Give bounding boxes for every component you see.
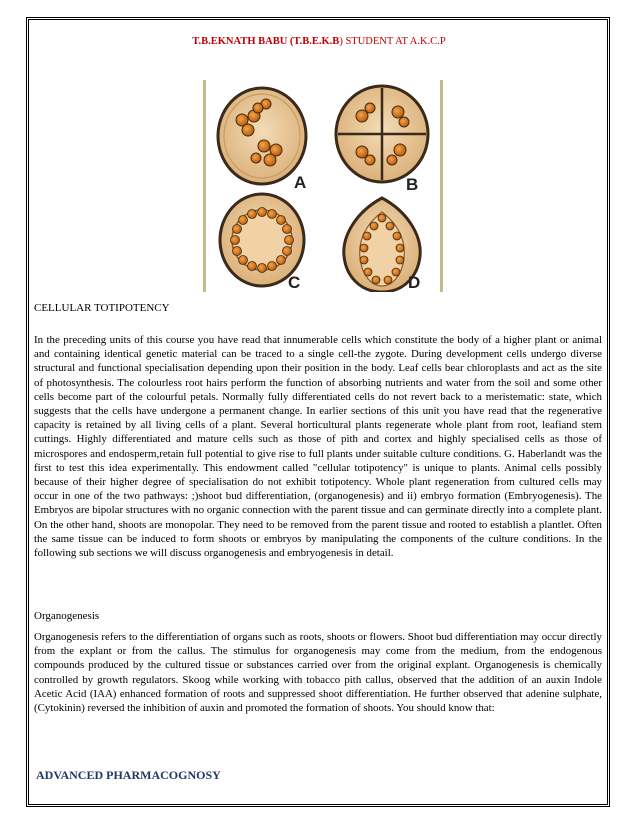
label-d: D: [408, 273, 421, 292]
header-affiliation: STUDENT AT A.K.C.P: [342, 36, 446, 47]
embryo-development-figure: [203, 80, 443, 292]
paragraph-organogenesis: Organogenesis refers to the differentiation of organs such as roots, shoots or flowers. Shoot bud differentiation may occur directly from the explant or from the callus. The stimulus for organogenesis may come from the medium, from the endogenous compounds produced by the cultured tissue or substances carried over from the original explant. Organogenesis is chemically controlled by growth regulators. Skoog while working with tobacco pith callus, observed that the addition of an auxin Indole Acetic Acid (IAA) enhanced formation of roots and suppressed shoot differentiation. He further observed that adenine sulphate, (Cytokinin) reversed the inhibition of auxin and promoted the formation of shoots. You should know that:: [34, 631, 602, 715]
label-b: B: [406, 175, 419, 194]
header-author-close: ): [339, 36, 343, 47]
figure-illustration: [206, 80, 440, 292]
paragraph-totipotency: In the preceding units of this course you have read that innumerable cells which constitute the body of a higher plant or animal and containing identical genetic material can be traced to a single cell-the zygote. During development cells undergo diverse structural and functional specialisation depending upon their position in the body. Leaf cells bear chloroplasts and act as the site of photosynthesis. The colourless root hairs perform the function of absorbing nutrients and water from the soil and some other cells become part of the colourful petals. Normally fully differentiated cells do not revert back to a meristematic: state, which suggests that the cells have undergone a permanent change. In earlier sections of this unit you have read that the regenerative capacity is retained by all living cells of a plant. Several horticultural plants regenerate whole plant from root, leafiand stem cuttings. Highly differentiated and mature cells such as those of pith and cortex and highly specialised cells as those of microspores and endosperm,retain full potential to give rise to full plants under suitable culture conditions. G. Haberlandt was the first to test this idea experimentally. This endowment called "cellular totipotency" is unique to plants. Animal cells possibly because of their higher degree of specialisation do not exhibit totipotency. Whole plant regeneration from cultured cells may occur in one of the two pathways: ;)shoot bud differentiation, (organogenesis) and ii) embryo formation (Embryogenesis). The Embryos are bipolar structures with no organic connection with the parent tissue and can germinate directly into a complete plant. On the other hand, shoots are monopolar. They need to be removed from the parent tissue and rooted to establish a plantlet. Often the same tissue can be induced to form shoots or embryos by manipulating the components of the culture conditions. In the following sub sections we will discuss organogenesis and embryogenesis in detail.: [34, 334, 602, 560]
cell-b: [336, 86, 428, 182]
label-a: A: [294, 173, 307, 192]
cell-a: [218, 88, 306, 184]
subheading-organogenesis: Organogenesis: [34, 610, 100, 622]
page-footer: ADVANCED PHARMACOGNOSY: [36, 768, 221, 782]
label-c: C: [288, 273, 301, 292]
page-header: [36, 36, 602, 47]
header-author: T.B.EKNATH BABU (T.B.E.K.B: [192, 36, 340, 47]
section-title: CELLULAR TOTIPOTENCY: [34, 302, 170, 314]
